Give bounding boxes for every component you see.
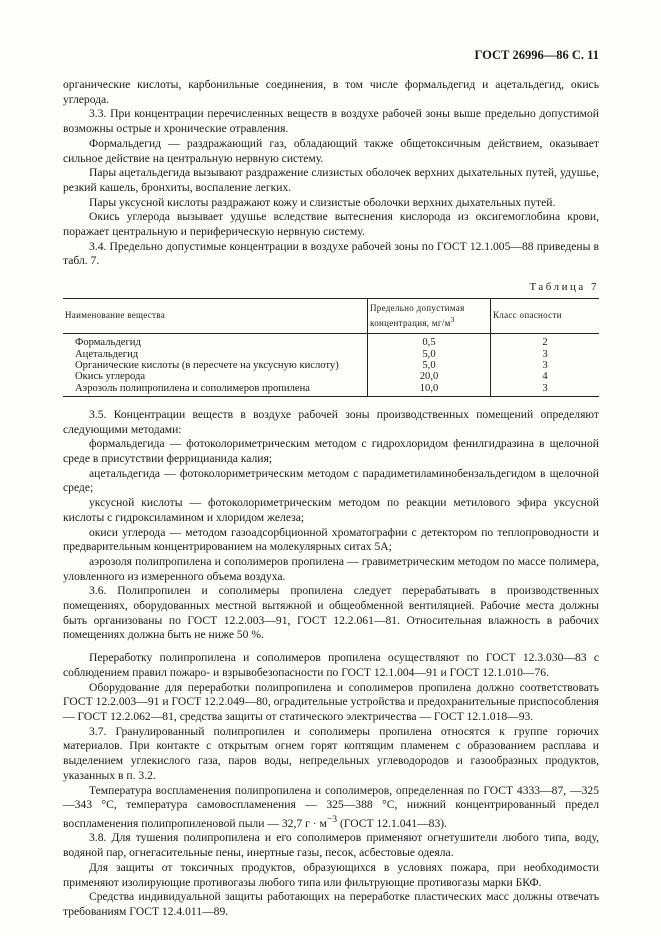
paragraph: Оборудование для переработки полипропилена и сополимеров пропилена должно соответствовать ГОСТ 12.2.003—91 и ГОСТ 12.2.049—80, оградительные устройства и предохранительные приспособления — ГОСТ 12.2.062—81, средства защиты от статического электричества — ГОСТ 12.1.018—93. bbox=[63, 680, 599, 723]
pdk-header-line1: Предельно допустимая bbox=[370, 302, 465, 313]
cell-class: 2 bbox=[542, 337, 548, 349]
pdk-table bbox=[63, 298, 599, 397]
column-header-pdk bbox=[368, 298, 491, 334]
paragraph: ацетальдегида — фотоколориметрическим методом с парадиметиламинобензальдегидом в щелочной среде; bbox=[63, 466, 599, 495]
table-row bbox=[63, 349, 599, 360]
temp-sup: −3 bbox=[326, 813, 338, 825]
cell-value: 5,0 bbox=[368, 360, 491, 371]
cell-value: 10,0 bbox=[368, 383, 491, 397]
cell-value: 5,0 bbox=[368, 349, 491, 360]
table-row bbox=[63, 360, 599, 371]
paragraph: Формальдегид — раздражающий газ, обладающий также общетоксичным действием, оказывает сильное действие на центральную нервную систему. bbox=[63, 136, 599, 165]
paragraph: органические кислоты, карбонильные соединения, в том числе формальдегид и ацетальдегид, окись углерода. bbox=[63, 78, 599, 106]
paragraph: 3.8. Для тушения полипропилена и его сополимеров применяют огнетушители любого типа, воду, водяной пар, огнегасительные пены, инертные газы, песок, асбестовые одеяла. bbox=[63, 831, 599, 860]
table-row bbox=[63, 371, 599, 382]
table-row bbox=[63, 334, 599, 349]
table-header-row bbox=[63, 298, 599, 334]
cell-name: Органические кислоты (в пересчете на уксусную кислоту) bbox=[63, 360, 368, 371]
paragraph: 3.3. При концентрации перечисленных веществ в воздухе рабочей зоны выше предельно допустимой возможны острые и хронические отравления. bbox=[63, 107, 599, 136]
cell-name: Ацетальдегид bbox=[63, 349, 368, 360]
paragraph: Средства индивидуальной защиты работающих на переработке пластических масс должны отвечать требованиям ГОСТ 12.4.011—89. bbox=[63, 890, 599, 918]
paragraph: уксусной кислоты — фотоколориметрическим методом по реакции метилового эфира уксусной кислоты с гидроксиламином и хлоридом железа; bbox=[63, 496, 599, 524]
pdk-header-line2: концентрация, мг/м bbox=[370, 318, 451, 329]
cell-value: 20,0 bbox=[368, 371, 491, 382]
cell-name: Окись углерода bbox=[63, 371, 368, 382]
table-caption: Таблица 7 bbox=[529, 281, 599, 294]
cell-class: 3 bbox=[542, 360, 548, 372]
pdk-header-sup: 3 bbox=[450, 315, 455, 325]
paragraph: Переработку полипропилена и сополимеров пропилена осуществляют по ГОСТ 12.3.030—83 с соблюдением правил пожаро- и взрывобезопасности по ГОСТ 12.1.004—91 и ГОСТ 12.1.010—76. bbox=[63, 651, 599, 679]
temp-text-before: Температура воспламенения полипропилена и сополимеров, определенная по ГОСТ 4333—87, —325—343 °С, температура самовоспламенения — 325—388 °С, нижний концентрированный предел воспламенения полипропиленовой пыли — 32,7 г · м bbox=[63, 783, 599, 830]
paragraph: Окись углерода вызывает удушье вследствие вытеснения кислорода из оксигемоглобина крови, поражает центральную и периферическую нервную систему. bbox=[63, 210, 599, 239]
page-body bbox=[63, 78, 599, 920]
column-header-name: Наименование вещества bbox=[63, 298, 368, 334]
cell-name: Аэрозоль полипропилена и сополимеров пропилена bbox=[63, 383, 368, 397]
paragraph: аэрозоля полипропилена и сополимеров пропилена — гравиметрическим методом по массе полимера, уловленного из измеренного объема воздуха. bbox=[63, 554, 599, 583]
running-header: ГОСТ 26996—86 С. 11 bbox=[474, 48, 599, 62]
paragraph: Пары ацетальдегида вызывают раздражение слизистых оболочек верхних дыхательных путей, удушье, резкий кашель, бронхиты, воспаление легких. bbox=[63, 166, 599, 194]
cell-name: Формальдегид bbox=[63, 334, 368, 349]
paragraph: 3.7. Гранулированный полипропилен и сополимеры пропилена относятся к группе горючих материалов. При контакте с открытым огнем горят коптящим пламенем с образованием расплава и выделением углекислого газа, паров воды, непредельных углеводородов и газообразных продуктов, указанных в п. 3.2. bbox=[63, 724, 599, 782]
paragraph: формальдегида — фотоколориметрическим методом с гидрохлоридом фенилгидразина в щелочной среде в присутствии феррицианида калия; bbox=[63, 437, 599, 466]
paragraph: 3.6. Полипропилен и сополимеры пропилена следует перерабатывать в производственных помещениях, оборудованных местной вытяжной и общеобменной вентиляцией. Рабочие места должны быть организованы по ГОСТ 12.2.003—91, ГОСТ 12.2.061—81. Относительная влажность в рабочих помещениях должна быть не ниже 50 %. bbox=[63, 584, 599, 642]
cell-class: 3 bbox=[491, 383, 600, 397]
cell-value: 0,5 bbox=[368, 334, 491, 349]
paragraph: Для защиты от токсичных продуктов, образующихся в условиях пожара, при необходимости применяют изолирующие противогазы любого типа или фильтрующие противогазы марки БКФ. bbox=[63, 860, 599, 889]
table-row bbox=[63, 383, 599, 397]
column-header-class: Класс опасности bbox=[491, 298, 600, 334]
paragraph: 3.5. Концентрации веществ в воздухе рабочей зоны производственных помещений определяют следующими методами: bbox=[63, 407, 599, 436]
cell-class: 3 bbox=[542, 348, 548, 360]
paragraph: окиси углерода — методом газоадсорбционной хроматографии с детектором по теплопроводности и предварительным концентрированием на молекулярных ситах 5А; bbox=[63, 525, 599, 554]
paragraph: 3.4. Предельно допустимые концентрации в воздухе рабочей зоны по ГОСТ 12.1.005—88 приведены в табл. 7. bbox=[63, 239, 599, 268]
paragraph: Пары уксусной кислоты раздражают кожу и слизистые оболочки верхних дыхательных путей. bbox=[89, 195, 556, 209]
cell-class: 4 bbox=[542, 371, 548, 383]
temp-text-after: (ГОСТ 12.1.041—83). bbox=[337, 816, 448, 830]
paragraph-temperature bbox=[63, 784, 599, 832]
